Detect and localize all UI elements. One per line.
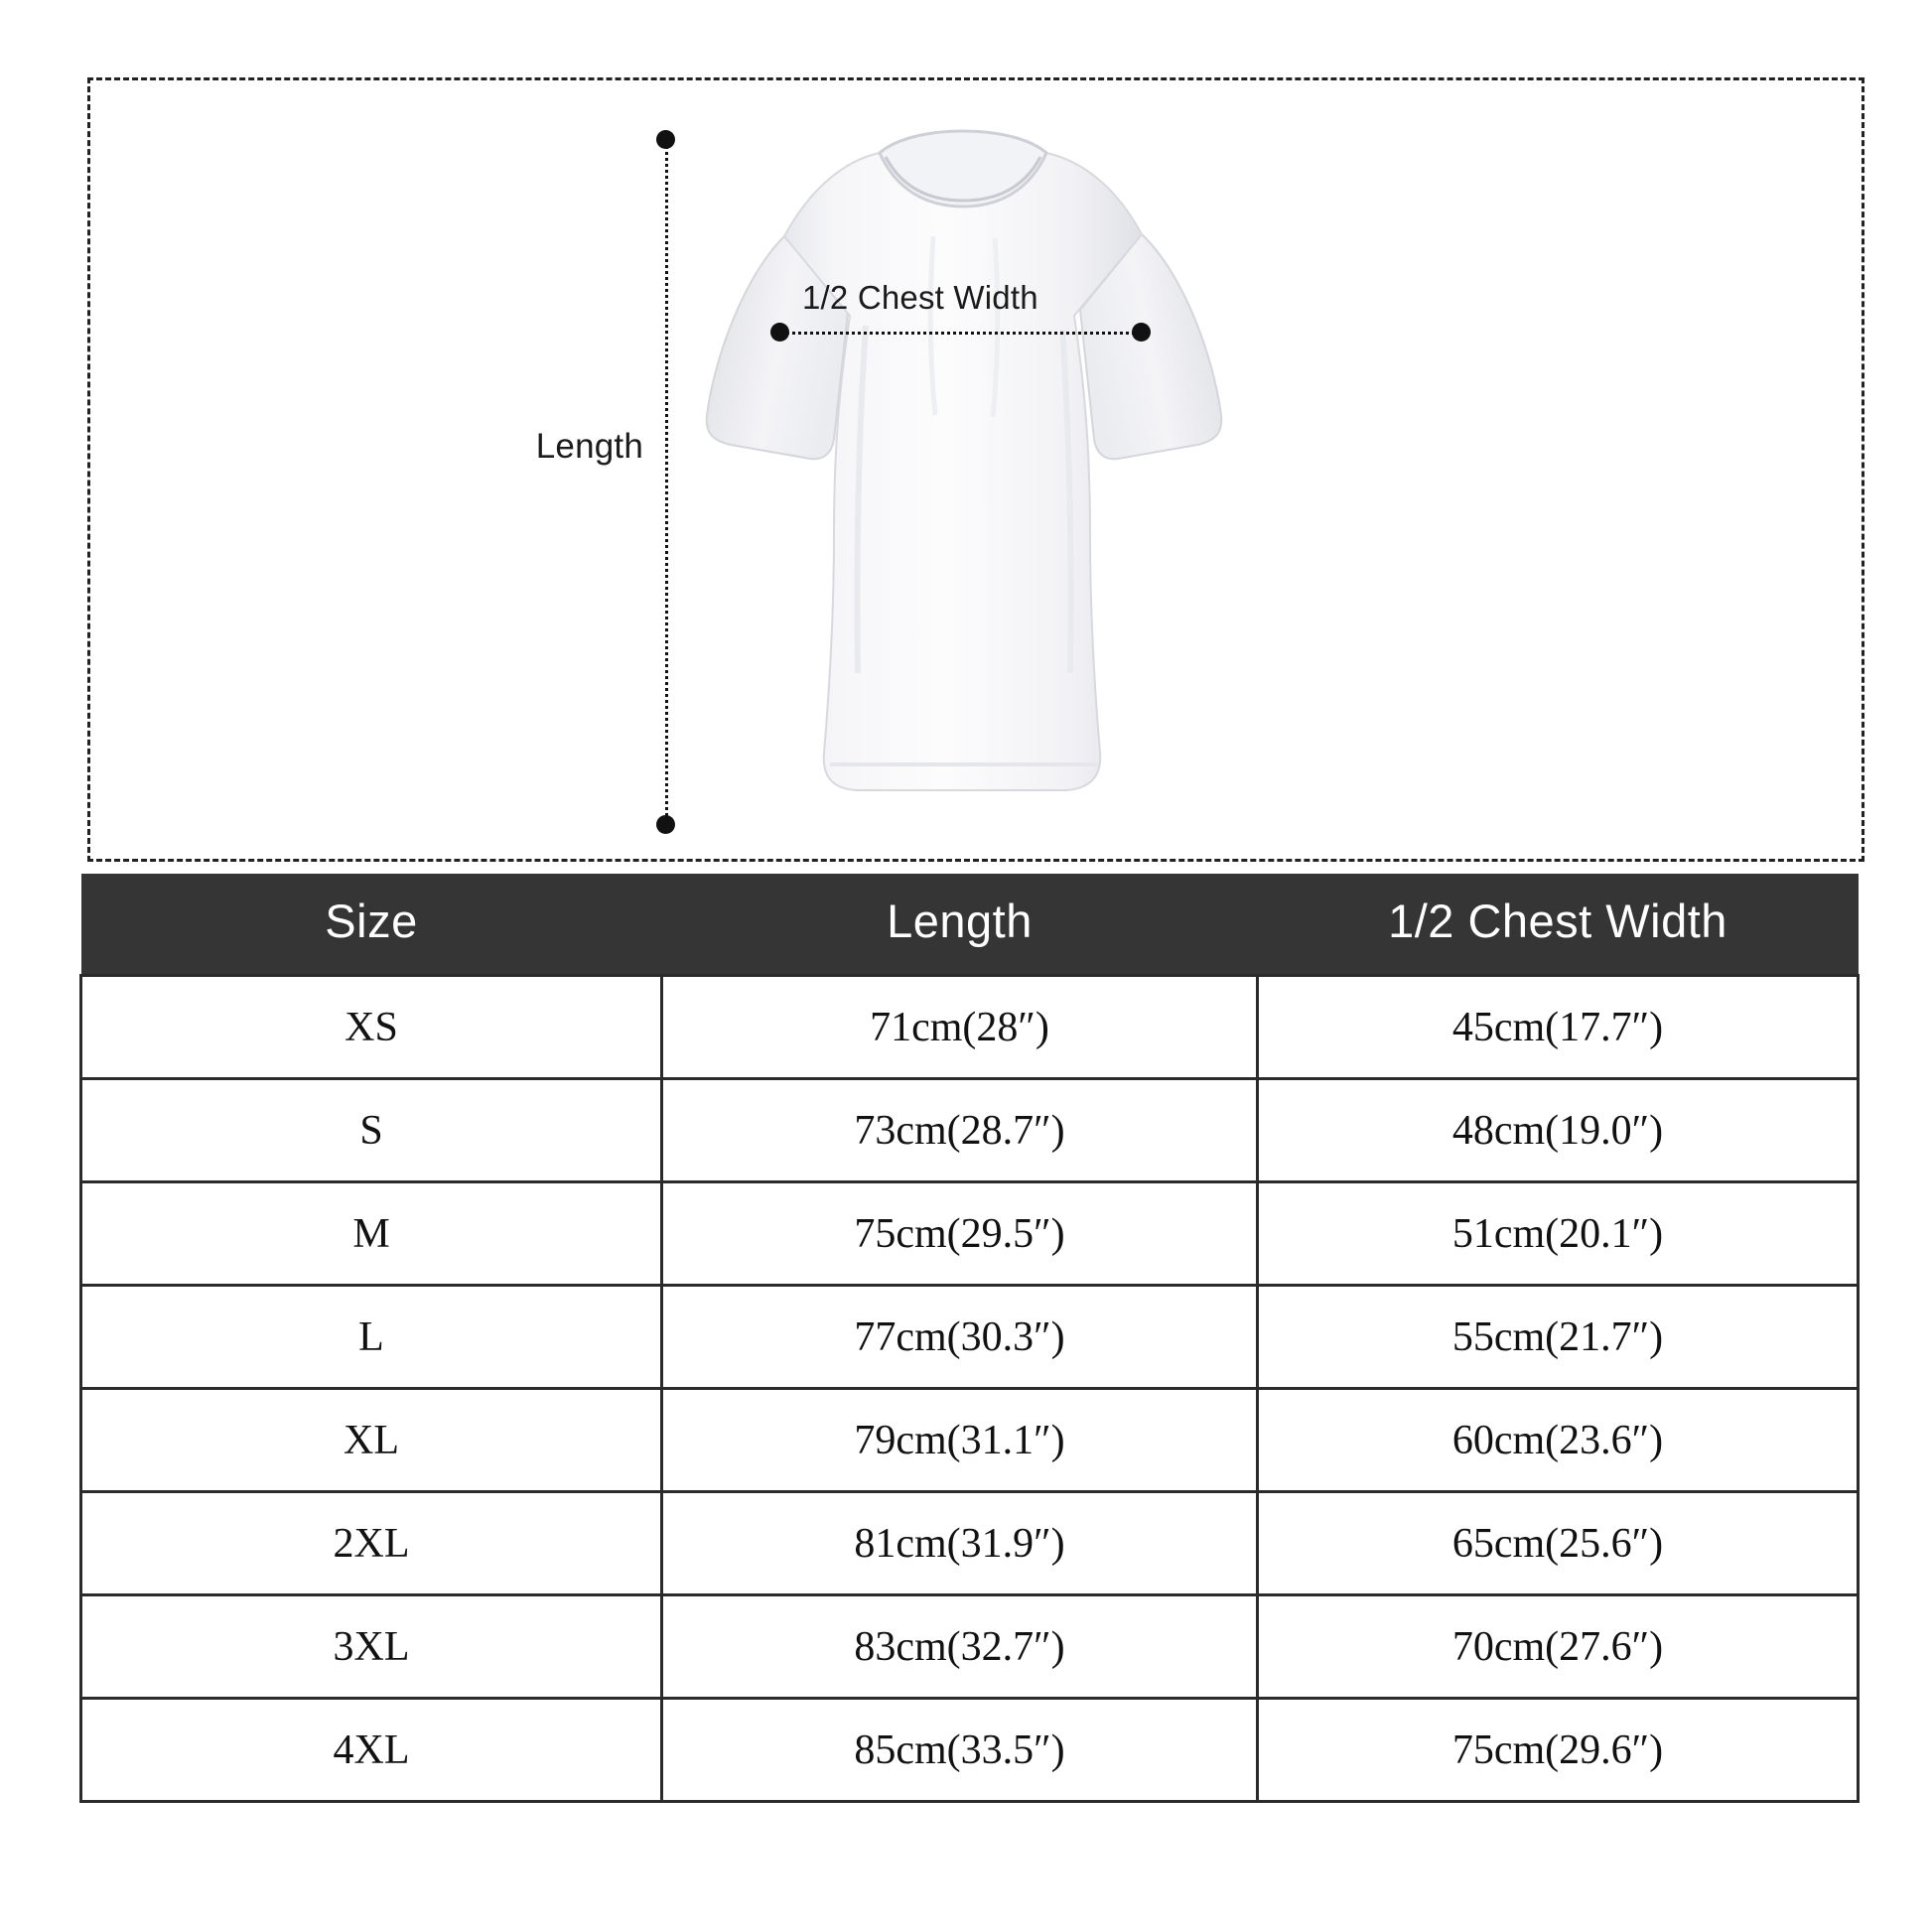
cell-size: XS xyxy=(81,976,662,1079)
length-label: Length xyxy=(535,427,643,466)
cell-length: 77cm(30.3″) xyxy=(662,1286,1258,1389)
cell-size: L xyxy=(81,1286,662,1389)
cell-length: 73cm(28.7″) xyxy=(662,1079,1258,1182)
length-guide-dot-bottom xyxy=(656,815,675,834)
table-row xyxy=(81,976,1859,1079)
table-header-row xyxy=(81,874,1859,976)
cell-chest: 55cm(21.7″) xyxy=(1258,1286,1859,1389)
cell-length: 71cm(28″) xyxy=(662,976,1258,1079)
column-header-length: Length xyxy=(662,874,1258,976)
cell-length: 75cm(29.5″) xyxy=(662,1182,1258,1286)
column-header-size: Size xyxy=(81,874,662,976)
length-guide-line xyxy=(665,139,668,824)
tshirt-icon xyxy=(635,117,1291,852)
cell-size: S xyxy=(81,1079,662,1182)
cell-length: 83cm(32.7″) xyxy=(662,1595,1258,1699)
cell-length: 79cm(31.1″) xyxy=(662,1389,1258,1492)
cell-chest: 60cm(23.6″) xyxy=(1258,1389,1859,1492)
column-header-chest-width: 1/2 Chest Width xyxy=(1258,874,1859,976)
chest-width-label: 1/2 Chest Width xyxy=(802,279,1038,316)
cell-chest: 70cm(27.6″) xyxy=(1258,1595,1859,1699)
chest-guide-dot-left xyxy=(770,323,789,342)
length-guide-dot-top xyxy=(656,130,675,149)
cell-chest: 45cm(17.7″) xyxy=(1258,976,1859,1079)
table-row xyxy=(81,1079,1859,1182)
chest-guide-dot-right xyxy=(1132,323,1151,342)
cell-length: 81cm(31.9″) xyxy=(662,1492,1258,1595)
table-row xyxy=(81,1492,1859,1595)
table-row xyxy=(81,1595,1859,1699)
tshirt-illustration xyxy=(635,117,1291,852)
cell-size: XL xyxy=(81,1389,662,1492)
cell-size: 4XL xyxy=(81,1699,662,1802)
size-table xyxy=(79,874,1860,1803)
cell-length: 85cm(33.5″) xyxy=(662,1699,1258,1802)
cell-chest: 75cm(29.6″) xyxy=(1258,1699,1859,1802)
cell-chest: 48cm(19.0″) xyxy=(1258,1079,1859,1182)
table-row xyxy=(81,1286,1859,1389)
cell-size: 3XL xyxy=(81,1595,662,1699)
table-row xyxy=(81,1389,1859,1492)
cell-chest: 51cm(20.1″) xyxy=(1258,1182,1859,1286)
table-row xyxy=(81,1699,1859,1802)
table-row xyxy=(81,1182,1859,1286)
cell-chest: 65cm(25.6″) xyxy=(1258,1492,1859,1595)
cell-size: 2XL xyxy=(81,1492,662,1595)
cell-size: M xyxy=(81,1182,662,1286)
chest-guide-line xyxy=(779,332,1142,335)
